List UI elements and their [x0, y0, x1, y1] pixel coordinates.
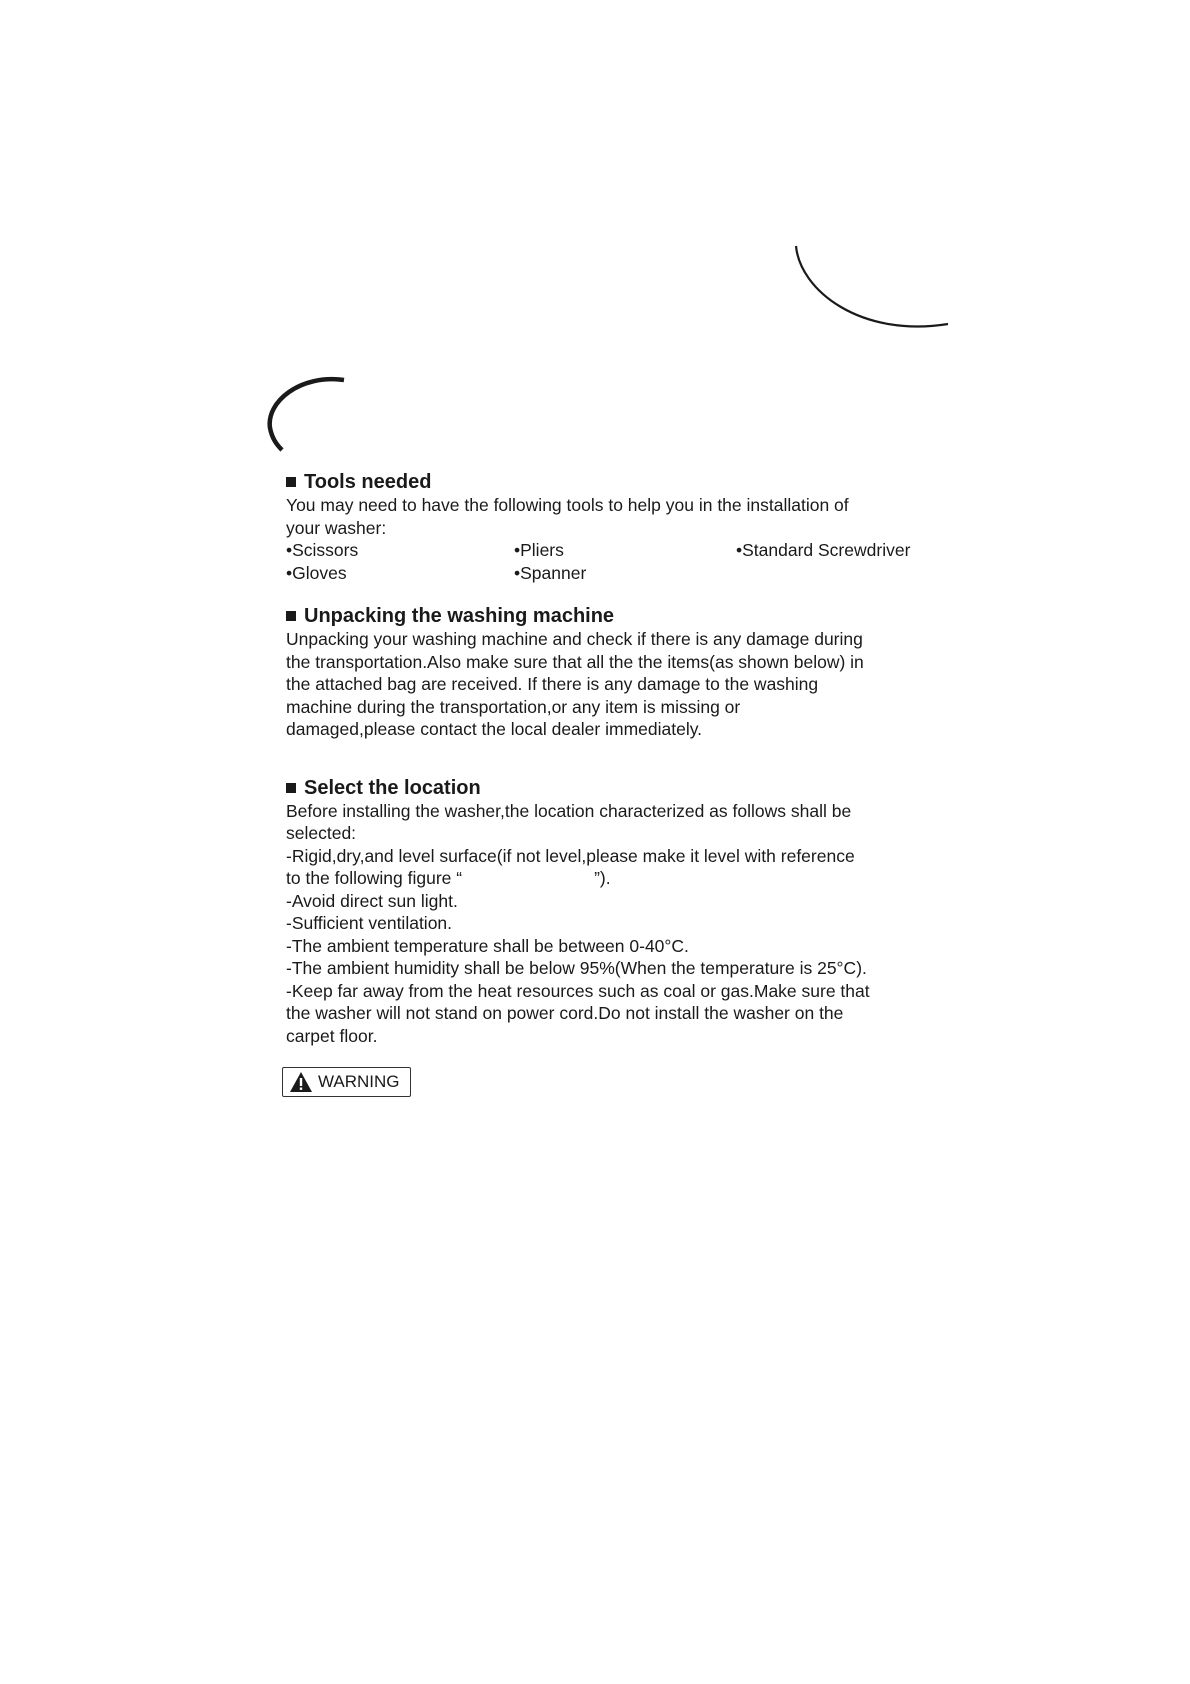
left-arc-decoration [260, 374, 350, 454]
tool-item: •Spanner [514, 562, 587, 583]
warning-triangle-icon [289, 1071, 313, 1093]
warning-label: WARNING [282, 1067, 411, 1097]
location-line: -Keep far away from the heat resources such as coal or gas.Make sure that [286, 980, 870, 1001]
location-line: Before installing the washer,the location characterized as follows shall be [286, 800, 852, 821]
location-figure-line: to the following figure “ ”). [286, 868, 611, 888]
tool-item: •Scissors [286, 540, 359, 560]
tools-heading: Tools needed [286, 470, 946, 494]
location-line: -The ambient humidity shall be below 95%(When the temperature is 25°C). [286, 958, 867, 978]
tool-item: •Pliers [514, 540, 564, 560]
tools-row [286, 562, 946, 585]
square-bullet-icon [286, 611, 296, 621]
unpacking-line: damaged,please contact the local dealer immediately. [286, 719, 703, 739]
tool-item: •Standard Screwdriver [736, 540, 911, 560]
location-section [286, 776, 946, 1048]
location-heading: Select the location [286, 776, 946, 800]
location-line: -Rigid,dry,and level surface(if not level,please make it level with reference [286, 845, 855, 866]
unpacking-section [286, 604, 946, 741]
top-right-arc-decoration [780, 240, 960, 340]
tools-section [286, 470, 946, 584]
tools-intro-line: your washer: [286, 517, 387, 538]
location-line: -Avoid direct sun light. [286, 890, 458, 911]
unpacking-line: the transportation.Also make sure that all the the items(as shown below) in [286, 651, 864, 672]
square-bullet-icon [286, 477, 296, 487]
unpacking-heading: Unpacking the washing machine [286, 604, 946, 628]
location-line: the washer will not stand on power cord.Do not install the washer on the [286, 1003, 844, 1023]
tools-intro-line: You may need to have the following tools to help you in the installation of [286, 495, 849, 515]
tool-item: •Gloves [286, 562, 347, 583]
tools-row [286, 539, 946, 562]
unpacking-line: machine during the transportation,or any item is missing or [286, 696, 741, 717]
location-line: selected: [286, 823, 357, 843]
unpacking-line: Unpacking your washing machine and check if there is any damage during [286, 629, 863, 649]
location-line: -Sufficient ventilation. [286, 913, 453, 933]
unpacking-line: the attached bag are received. If there is any damage to the washing [286, 674, 819, 694]
square-bullet-icon [286, 783, 296, 793]
location-line: -The ambient temperature shall be between 0-40°C. [286, 935, 689, 956]
installation-content [286, 470, 946, 1098]
location-line: carpet floor. [286, 1025, 378, 1046]
